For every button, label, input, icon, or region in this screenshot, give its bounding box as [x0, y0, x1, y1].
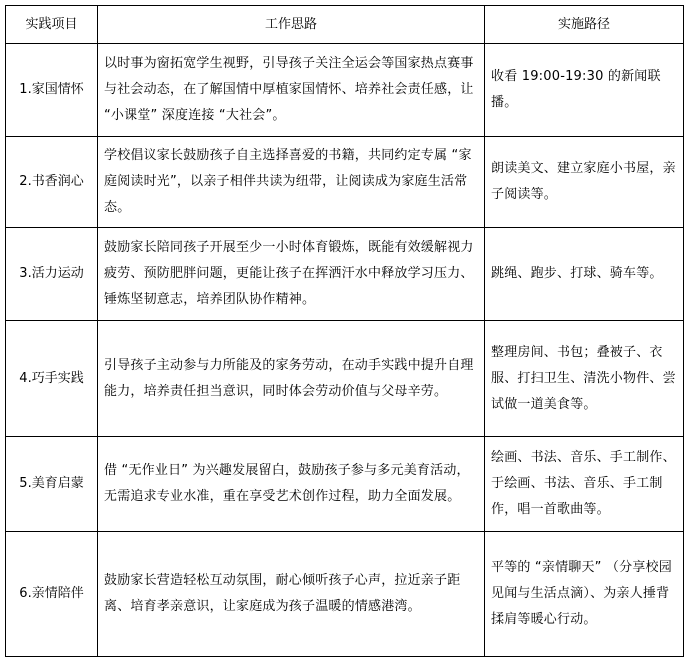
implementation-path-cell: 收看 19:00-19:30 的新闻联播。: [485, 44, 684, 137]
table-row: [6, 44, 684, 137]
practice-item-cell: 4.巧手实践: [6, 321, 98, 437]
table-row: [6, 228, 684, 321]
practice-item-cell: 1.家国情怀: [6, 44, 98, 137]
work-idea-cell: 借 “无作业日” 为兴趣发展留白，鼓励孩子参与多元美育活动，无需追求专业水准，重在享受艺术创作过程，助力全面发展。: [98, 437, 485, 532]
practice-plan-table: [5, 5, 684, 657]
table-row: [6, 137, 684, 228]
practice-item-cell: 2.书香润心: [6, 137, 98, 228]
table-row: [6, 321, 684, 437]
work-idea-cell: 引导孩子主动参与力所能及的家务劳动，在动手实践中提升自理能力，培养责任担当意识，同时体会劳动价值与父母辛劳。: [98, 321, 485, 437]
implementation-path-cell: 朗读美文、建立家庭小书屋，亲子阅读等。: [485, 137, 684, 228]
table-row: [6, 532, 684, 657]
implementation-path-cell: 绘画、书法、音乐、手工制作、于绘画、书法、音乐、手工制作，唱一首歌曲等。: [485, 437, 684, 532]
work-idea-cell: 鼓励家长营造轻松互动氛围，耐心倾听孩子心声，拉近亲子距离、培育孝亲意识，让家庭成为孩子温暖的情感港湾。: [98, 532, 485, 657]
table-row: [6, 437, 684, 532]
work-idea-cell: 学校倡议家长鼓励孩子自主选择喜爱的书籍，共同约定专属 “家庭阅读时光”，以亲子相伴共读为纽带，让阅读成为家庭生活常态。: [98, 137, 485, 228]
implementation-path-cell: 跳绳、跑步、打球、骑车等。: [485, 228, 684, 321]
practice-item-cell: 6.亲情陪伴: [6, 532, 98, 657]
practice-item-cell: 3.活力运动: [6, 228, 98, 321]
implementation-path-cell: 整理房间、书包；叠被子、衣服、打扫卫生、清洗小物件、尝试做一道美食等。: [485, 321, 684, 437]
implementation-path-cell: 平等的 “亲情聊天” （分享校园见闻与生活点滴）、为亲人捶背揉肩等暖心行动。: [485, 532, 684, 657]
header-implementation-path: 实施路径: [485, 6, 684, 44]
table-header-row: [6, 6, 684, 44]
work-idea-cell: 以时事为窗拓宽学生视野，引导孩子关注全运会等国家热点赛事与社会动态，在了解国情中厚植家国情怀、培养社会责任感，让 “小课堂” 深度连接 “大社会”。: [98, 44, 485, 137]
header-practice-item: 实践项目: [6, 6, 98, 44]
practice-item-cell: 5.美育启蒙: [6, 437, 98, 532]
work-idea-cell: 鼓励家长陪同孩子开展至少一小时体育锻炼，既能有效缓解视力疲劳、预防肥胖问题，更能让孩子在挥洒汗水中释放学习压力、锤炼坚韧意志，培养团队协作精神。: [98, 228, 485, 321]
header-work-idea: 工作思路: [98, 6, 485, 44]
